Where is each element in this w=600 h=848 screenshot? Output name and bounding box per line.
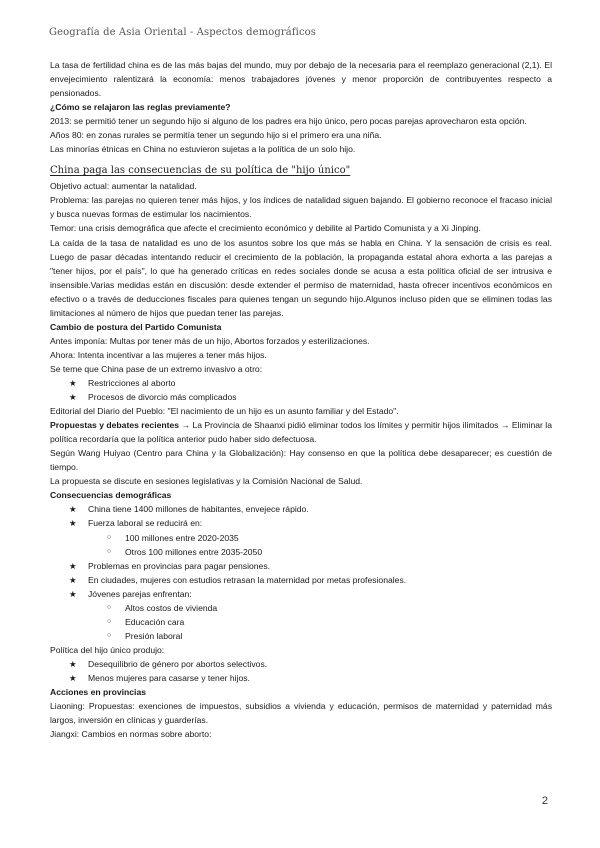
caida-paragraph: La caída de la tasa de natalidad es uno de los asuntos sobre los que más se habla en China. Y la sensación de crisis es real. Luego de pasar décadas intentando reducir el crecimiento de la población, la propaganda estatal ahora exhorta a las parejas a "tener hijos, por el país", lo que ha generado críticas en redes sociales donde se acusa a esta política oficial de ser intrusiva e insensible.Varias medidas están en discusión: desde extender el permiso de maternidad, hasta ofrecer incentivos económicos en efectivo o a través de deducciones fiscales para quienes tengan un segundo hijo.Algunos incluso piden que se eliminen todas las limitaciones al número de hijos que puedan tener las parejas. (50, 237, 552, 318)
acciones-heading: Acciones en provincias (50, 687, 146, 698)
page-header: Geografía de Asia Oriental - Aspectos demográficos (49, 27, 316, 38)
list-item: ★ China tiene 1400 millones de habitantes, envejece rápido. (50, 502, 552, 516)
section-title: China paga las consecuencias de su política de "hijo único" (50, 165, 351, 177)
politica-produjo-line: Política del hijo único produjo: (50, 644, 165, 655)
temor-line: Temor: una crisis demográfica que afecte el crecimiento económico y debilite al Partido Comunista y a Xi Jinping. (50, 223, 481, 234)
document-body (50, 58, 552, 741)
list-item: ★ Fuerza laboral se reducirá en: (50, 516, 552, 530)
list-item: ★ En ciudades, mujeres con estudios retrasan la maternidad por metas profesionales. (50, 573, 552, 587)
intro-paragraph: La tasa de fertilidad china es de las más bajas del mundo, muy por debajo de la necesaria para el reemplazo generacional (2,1). El envejecimiento ralentizará la economía: menos trabajadores jóvenes y menor proporción de contribuyentes respecto a pensionados. (50, 60, 552, 99)
propuestas-paragraph (50, 418, 552, 446)
paragraph-2013: 2013: se permitió tener un segundo hijo si alguno de los padres era hijo único, pero pocas parejas aprovecharon esta opción. (50, 116, 527, 127)
teme-line: Se teme que China pase de un extremo invasivo a otro: (50, 363, 263, 374)
discute-line: La propuesta se discute en sesiones legislativas y la Comisión Nacional de Salud. (50, 476, 363, 487)
paragraph-minorities: Las minorías étnicas en China no estuvieron sujetas a la política de un solo hijo. (50, 144, 356, 155)
ahora-line: Ahora: Intenta incentivar a las mujeres a tener más hijos. (50, 349, 267, 360)
teme-list (50, 376, 552, 404)
propuestas-text: → La Provincia de Shaanxi pidió eliminar todos los límites y permitir hijos ilimitados → Eliminar la política recordaría que la política anterior pudo haber sido defectuosa. (50, 420, 552, 445)
sub-list-item: ○ 100 millones entre 2020-2035 (50, 531, 552, 545)
sub-list-item: ○ Altos costos de vivienda (50, 601, 552, 615)
list-item: ★ Problemas en provincias para pagar pensiones. (50, 559, 552, 573)
objetivo-line: Objetivo actual: aumentar la natalidad. (50, 181, 197, 192)
problema-paragraph: Problema: las parejas no quieren tener más hijos, y los índices de natalidad siguen bajando. El gobierno reconoce el fracaso inicial y busca nuevas formas de estimular los nacimientos. (50, 195, 552, 220)
sub-list-item: ○ Otros 100 millones entre 2035-2050 (50, 545, 552, 559)
produjo-list (50, 657, 552, 685)
segun-paragraph: Según Wang Huiyao (Centro para China y la Globalización): Hay consenso en que la política debe desaparecer; es cuestión de tiempo. (50, 448, 552, 473)
list-item: ★ Restricciones al aborto (50, 376, 552, 390)
page-number: 2 (541, 795, 548, 807)
jiangxi-line: Jiangxi: Cambios en normas sobre aborto: (50, 729, 212, 740)
cambio-heading: Cambio de postura del Partido Comunista (50, 321, 222, 332)
propuestas-label: Propuestas y debates recientes (50, 420, 180, 431)
list-item: ★ Procesos de divorcio más complicados (50, 390, 552, 404)
list-item: ★ Menos mujeres para casarse y tener hijos. (50, 671, 552, 685)
consecuencias-list (50, 502, 552, 642)
list-item: ★ Desequilibrio de género por abortos selectivos. (50, 657, 552, 671)
liaoning-paragraph: Liaoning: Propuestas: exenciones de impuestos, subsidios a vivienda y educación, permisos de maternidad y paternidad más largos, inversión en clínicas y guarderías. (50, 701, 552, 726)
sub-list-item: ○ Presión laboral (50, 629, 552, 643)
question-heading: ¿Cómo se relajaron las reglas previamente? (50, 102, 231, 113)
antes-line: Antes imponía: Multas por tener más de un hijo, Abortos forzados y esterilizaciones. (50, 335, 370, 346)
consecuencias-heading: Consecuencias demográficas (50, 490, 172, 501)
paragraph-80s: Años 80: en zonas rurales se permitía tener un segundo hijo si el primero era una niña. (50, 130, 382, 141)
editorial-line: Editorial del Diario del Pueblo: "El nacimiento de un hijo es un asunto familiar y del Estado". (50, 406, 399, 417)
sub-list-item: ○ Educación cara (50, 615, 552, 629)
list-item: ★ Jóvenes parejas enfrentan: (50, 587, 552, 601)
